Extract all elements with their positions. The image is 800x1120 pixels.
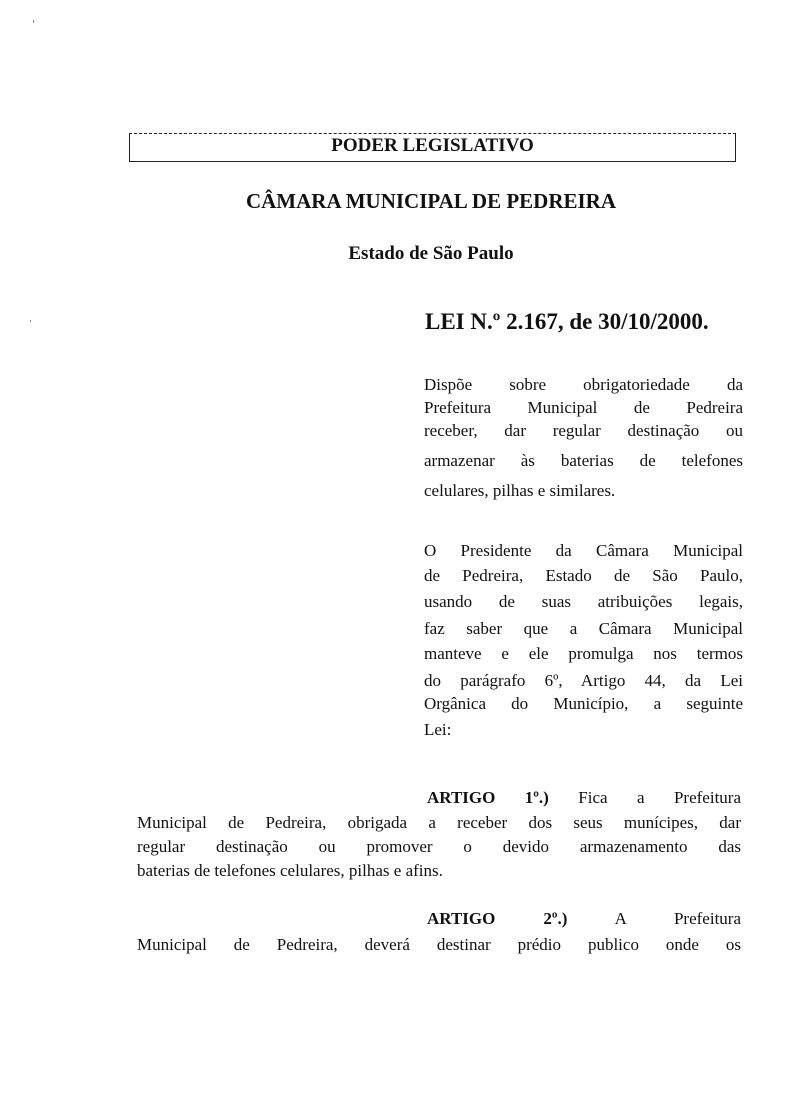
article-line: Municipal de Pedreira, deverá destinar prédio publico onde os [137,935,741,954]
summary-line: Prefeitura Municipal de Pedreira [424,398,743,417]
preamble-line: O Presidente da Câmara Municipal [424,541,743,560]
article-heading-line [427,788,741,808]
preamble-line: faz saber que a Câmara Municipal [424,619,743,638]
summary-line: Dispõe sobre obrigatoriedade da [424,375,743,394]
article-text: A Prefeitura [614,909,741,928]
preamble-line: do parágrafo 6º, Artigo 44, da Lei [424,671,743,690]
scan-speck [33,20,34,23]
preamble-line: usando de suas atribuições legais, [424,592,743,611]
chamber-title: CÂMARA MUNICIPAL DE PEDREIRA [245,189,617,213]
article-label: ARTIGO 2º.) [427,909,568,928]
law-title: LEI N.º 2.167, de 30/10/2000. [425,309,709,334]
scan-speck [30,320,31,322]
branch-title: PODER LEGISLATIVO [331,135,534,156]
preamble-line: Orgânica do Município, a seguinte [424,694,743,713]
article-heading-line [427,909,741,929]
summary-line: receber, dar regular destinação ou [424,421,743,440]
preamble-line: manteve e ele promulga nos termos [424,644,743,663]
summary-line: celulares, pilhas e similares. [424,481,616,500]
article-line: regular destinação ou promover o devido armazenamento das [137,837,741,856]
article-line: Municipal de Pedreira, obrigada a receber dos seus munícipes, dar [137,813,741,832]
preamble-line: de Pedreira, Estado de São Paulo, [424,566,743,585]
article-line: baterias de telefones celulares, pilhas e afins. [137,861,443,880]
state-subtitle: Estado de São Paulo [348,243,514,264]
preamble-line: Lei: [424,720,452,739]
article-text: Fica a Prefeitura [578,788,741,807]
summary-line: armazenar às baterias de telefones [424,451,743,470]
article-label: ARTIGO 1º.) [427,788,549,807]
